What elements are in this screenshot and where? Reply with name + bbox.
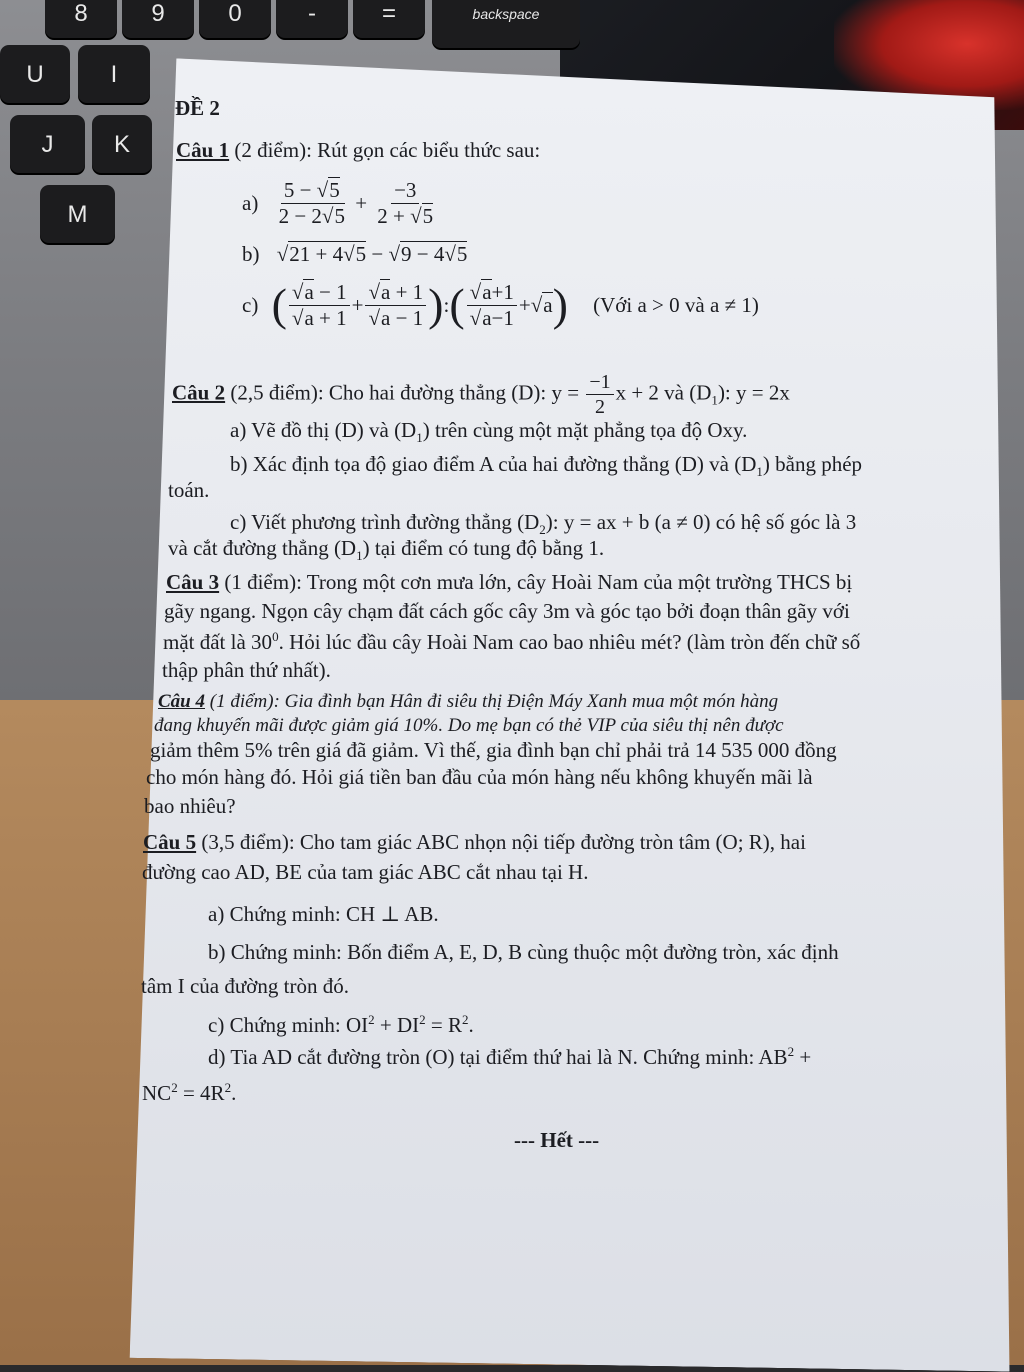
q2-b-cont: toán. <box>168 478 210 502</box>
q1-c-frac1: $\frac{√a - 1}{√a + 1}$ <box>289 282 350 329</box>
q4-line1: Câu 4 (1 điểm): Gia đình bạn Hân đi siêu thị Điện Máy Xanh mua một món hàng <box>158 691 779 712</box>
q3-line1: Câu 3 (1 điểm): Trong một cơn mưa lớn, cây Hoài Nam của một trường THCS bị <box>166 570 853 594</box>
q4-label: Câu 4 <box>158 691 205 712</box>
q5-a: a) Chứng minh: CH ⊥ AB. <box>208 902 439 926</box>
q1-a: a) $\frac{5 - √5}{2 - 2√5}$ + $\frac{-3}{2 + √5}$ <box>242 180 438 227</box>
q1-a-label: a) <box>242 191 259 215</box>
q1-label: Câu 1 <box>176 138 230 162</box>
q2-frac: $\frac{-1}{2}$ <box>586 372 613 417</box>
q2-label: Câu 2 <box>172 380 226 405</box>
q5-d: d) Tia AD cắt đường tròn (O) tại điểm thứ hai là N. Chứng minh: $AB^2$ + <box>208 1044 812 1069</box>
q4-line2: đang khuyến mãi được giảm giá 10%. Do mẹ bạn có thẻ VIP của siêu thị nên được <box>154 715 784 736</box>
q2-intro: (2,5 điểm): Cho hai đường thẳng (D): y = <box>225 380 580 405</box>
q3-line2: gãy ngang. Ngọn cây chạm đất cách gốc cây 3m và góc tạo bởi đoạn thân gãy với <box>164 599 850 623</box>
q4-line4: cho món hàng đó. Hỏi giá tiền ban đầu của món hàng nếu không khuyến mãi là <box>146 765 813 789</box>
q2-intro-end: x + 2 và (D <box>615 380 712 405</box>
q1-intro: (2 điểm): Rút gọn các biểu thức sau: <box>229 138 541 162</box>
q1-b-label: b) <box>242 242 260 266</box>
q4-line5: bao nhiêu? <box>144 794 236 818</box>
key-j[interactable]: J <box>10 115 85 173</box>
key-equals[interactable]: = <box>353 0 425 38</box>
q1-c-condition: (Với a > 0 và a ≠ 1) <box>593 293 759 317</box>
q2-b: b) Xác định tọa độ giao điểm A của hai đường thẳng (D) và $(D_1)$ bằng phép <box>230 452 863 480</box>
q5-label: Câu 5 <box>143 830 197 854</box>
key-9[interactable]: 9 <box>122 0 194 38</box>
q1-a-frac2: $\frac{-3}{2 + √5}$ <box>377 178 434 228</box>
q5-b-cont: tâm I của đường tròn đó. <box>141 974 349 998</box>
q1-a-frac1: $\frac{5 - √5}{2 - 2√5}$ <box>278 178 345 228</box>
q1-c-frac3: $\frac{√a+1}{√a-1}$ <box>467 282 517 329</box>
q5-line2: đường cao AD, BE của tam giác ABC cắt nhau tại H. <box>142 860 589 884</box>
q5-b: b) Chứng minh: Bốn điểm A, E, D, B cùng thuộc một đường tròn, xác định <box>208 940 839 964</box>
key-u[interactable]: U <box>0 45 70 103</box>
exam-title: ĐỀ 2 <box>175 96 220 120</box>
q1-heading <box>176 140 540 161</box>
key-0[interactable]: 0 <box>199 0 271 38</box>
q2-c-cont: và cắt đường thẳng $(D_1)$ tại điểm có tung độ bằng 1. <box>168 536 605 564</box>
key-k[interactable]: K <box>92 115 152 173</box>
key-minus[interactable]: - <box>276 0 348 38</box>
q4-line3: giảm thêm 5% trên giá đã giảm. Vì thế, gia đình bạn chỉ phải trả 14 535 000 đồng <box>150 738 837 762</box>
q3-line3: mặt đất là $30^0$. Hỏi lúc đầu cây Hoài Nam cao bao nhiêu mét? (làm tròn đến chữ số <box>163 629 861 654</box>
key-backspace[interactable]: backspace <box>432 0 580 48</box>
key-m[interactable]: M <box>40 185 115 243</box>
end-marker: --- Hết --- <box>514 1128 600 1152</box>
q1-b-expr: √21 + 4√5 − √9 − 4√5 <box>276 242 468 266</box>
q1-c-label: c) <box>242 293 259 317</box>
q5-d-cont: $NC^2 = 4R^2$. <box>142 1080 237 1105</box>
key-i[interactable]: I <box>78 45 150 103</box>
q5-c: c) Chứng minh: $OI^2 + DI^2 = R^2$. <box>208 1012 474 1037</box>
q2-intro-end2: ): y = 2x <box>717 380 790 405</box>
q3-label: Câu 3 <box>166 570 220 594</box>
q1-c: c) ( $\frac{√a - 1}{√a + 1}$ + $\frac{√a + 1}{√a - 1}$ ):( $\frac{√a+1}{√a-1}$ +√a) (Với a > 0 và a ≠ 1) <box>242 279 759 331</box>
q5-line1: Câu 5 (3,5 điểm): Cho tam giác ABC nhọn nội tiếp đường tròn tâm (O; R), hai <box>143 830 806 854</box>
q2-heading: Câu 2 (2,5 điểm): Cho hai đường thẳng (D): y = $\frac{-1}{2}$ x + 2 và $(D_1)$: y = 2x <box>172 371 790 418</box>
q2-a: a) Vẽ đồ thị (D) và $(D_1)$ trên cùng một mặt phẳng tọa độ Oxy. <box>230 418 748 446</box>
q1-b <box>242 244 467 265</box>
q2-c: c) Viết phương trình đường thẳng $(D_2)$: y = ax + b (a ≠ 0) có hệ số góc là 3 <box>230 510 857 538</box>
q1-c-frac2: $\frac{√a + 1}{√a - 1}$ <box>365 282 426 329</box>
key-8[interactable]: 8 <box>45 0 117 38</box>
q3-line4: thập phân thứ nhất). <box>162 658 331 682</box>
